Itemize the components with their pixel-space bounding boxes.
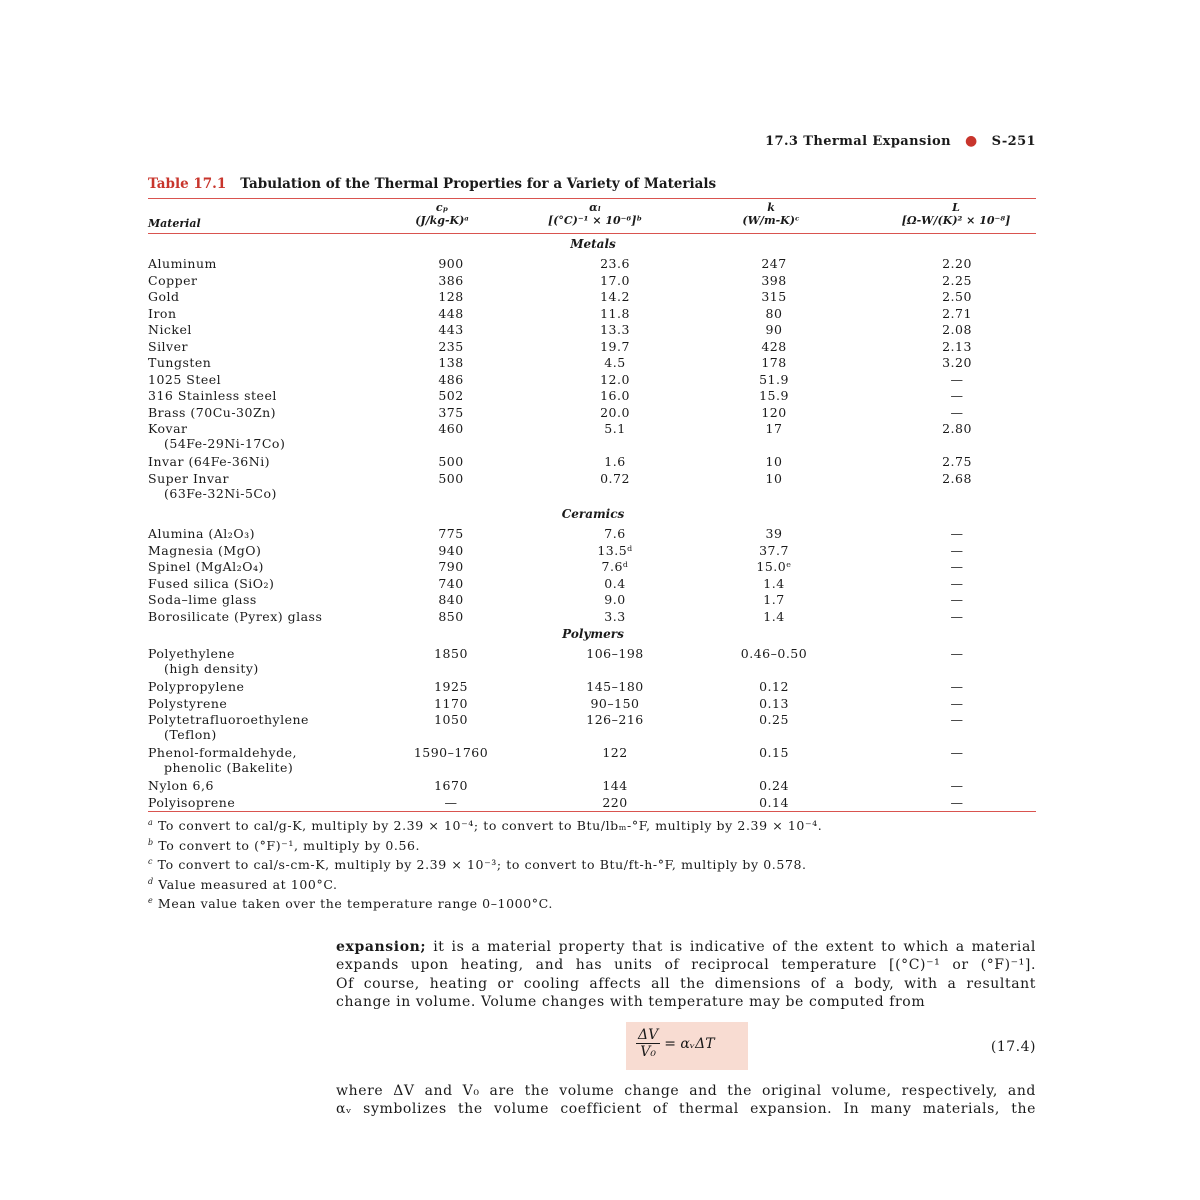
header-alpha [530, 201, 660, 227]
material-name: Copper [148, 272, 198, 288]
cell-k: 1.4 [763, 608, 785, 624]
cell-cp: 900 [438, 256, 464, 271]
cell-cp: 386 [438, 272, 464, 288]
cell-material [148, 322, 192, 337]
material-name-continued: phenolic (Bakelite) [164, 760, 294, 775]
table-row [148, 609, 1036, 625]
footnote-mark: b [148, 837, 154, 847]
cell-L: — [950, 388, 964, 403]
material-name: Kovar [148, 421, 188, 436]
cell-L: — [950, 608, 964, 624]
cell-L: — [950, 646, 964, 661]
cell-cp: 375 [438, 404, 464, 420]
cell-material [148, 306, 177, 321]
cell-material [148, 388, 277, 403]
cell-material [148, 576, 274, 591]
table-caption [148, 176, 716, 192]
cell-alpha: 4.5 [604, 355, 626, 370]
cell-material [148, 526, 255, 541]
header-L [868, 201, 1044, 227]
footnote-text: To convert to cal/g-K, multiply by 2.39 × 10⁻⁴; to convert to Btu/lbₘ-°F, multiply by 2.39 × 10⁻⁴. [153, 818, 823, 834]
material-name: 316 Stainless steel [148, 388, 277, 403]
header-cp-unit: (J/kg-K)ᵃ [415, 214, 469, 227]
table-row [148, 339, 1036, 355]
material-name: Spinel (MgAl₂O₄) [148, 559, 264, 574]
cell-k: 39 [765, 526, 783, 541]
table-row [148, 592, 1036, 608]
cell-k: 1.4 [763, 575, 785, 591]
material-name: Alumina (Al₂O₃) [148, 526, 255, 541]
cell-L: — [950, 371, 964, 387]
cell-material [148, 646, 259, 676]
cell-material [148, 355, 211, 370]
header-k-symbol: k [767, 201, 775, 214]
cell-k: 0.15 [759, 745, 789, 760]
material-name: Nylon 6,6 [148, 778, 214, 793]
cell-alpha: 14.2 [600, 289, 630, 304]
cell-L: 2.08 [942, 322, 972, 337]
header-L-unit: [Ω-W/(K)² × 10⁻⁸] [901, 214, 1011, 227]
header-material: Material [148, 217, 201, 230]
cell-cp: — [444, 794, 458, 810]
cell-L: — [950, 794, 964, 810]
cell-L: — [950, 695, 964, 711]
paragraph-1-line-4: change in volume. Volume changes with temperature may be computed from [336, 993, 926, 1010]
cell-alpha: 19.7 [600, 338, 630, 354]
table-top-rule [148, 198, 1036, 199]
page-number: S-251 [991, 134, 1036, 149]
cell-k: 37.7 [759, 542, 789, 558]
cell-material [148, 679, 244, 694]
cell-k: 0.13 [759, 695, 789, 711]
cell-alpha: 3.3 [604, 608, 626, 624]
running-head [765, 133, 1036, 149]
cell-cp: 138 [438, 355, 464, 370]
table-title: Tabulation of the Thermal Properties for a Variety of Materials [240, 176, 717, 192]
header-alpha-unit: [(°C)⁻¹ × 10⁻⁶]ᵇ [548, 214, 642, 227]
material-name: Phenol-formaldehyde, [148, 745, 297, 760]
cell-k: 51.9 [759, 371, 789, 387]
cell-L: 2.75 [942, 454, 972, 469]
cell-material [148, 559, 264, 574]
cell-k: 0.24 [759, 778, 789, 793]
cell-alpha: 122 [602, 745, 628, 760]
cell-L: 2.71 [942, 305, 972, 321]
table-row [148, 355, 1036, 371]
cell-cp: 1925 [434, 679, 468, 694]
cell-cp: 500 [438, 470, 464, 486]
cell-k: 10 [765, 454, 783, 469]
equation-rhs: = αᵥΔT [664, 1035, 715, 1052]
footnote [148, 838, 1036, 858]
cell-cp: 486 [438, 371, 464, 387]
paragraph-2-line-1: where ΔV and V₀ are the volume change and the original volume, respectively, and [336, 1083, 1036, 1099]
material-name: Soda–lime glass [148, 592, 257, 607]
cell-cp: 790 [438, 559, 464, 574]
footnote [148, 857, 1036, 877]
paragraph-1-line-2: expands upon heating, and has units of reciprocal temperature [(°C)⁻¹ or (°F)⁻¹]. [336, 957, 1036, 974]
footnote-mark: c [148, 857, 154, 866]
cell-alpha: 145–180 [586, 679, 644, 694]
paragraph-2 [336, 1082, 1036, 1119]
cell-k: 0.14 [759, 794, 789, 810]
cell-material [148, 745, 297, 775]
cell-L: — [950, 575, 964, 591]
cell-cp: 500 [438, 454, 464, 469]
header-cp [392, 201, 492, 227]
cell-cp: 940 [438, 542, 464, 558]
material-name: Brass (70Cu-30Zn) [148, 404, 277, 420]
cell-cp: 448 [438, 305, 464, 321]
cell-material [148, 712, 309, 742]
cell-k: 15.0ᵉ [756, 559, 792, 574]
footnote-mark: a [148, 818, 154, 827]
cell-alpha: 13.5ᵈ [597, 542, 633, 558]
cell-material [148, 778, 214, 793]
cell-alpha: 23.6 [600, 256, 630, 271]
cell-alpha: 5.1 [604, 421, 626, 436]
cell-alpha: 7.6ᵈ [601, 559, 629, 574]
cell-material [148, 405, 276, 420]
cell-k: 178 [761, 355, 787, 370]
material-name: Invar (64Fe-36Ni) [148, 454, 271, 469]
header-alpha-symbol: αₗ [589, 201, 601, 214]
paragraph-2-line-2: αᵥ symbolizes the volume coefficient of thermal expansion. In many materials, the [336, 1101, 1036, 1118]
material-name: Super Invar [148, 470, 229, 486]
material-name: Polytetrafluoroethylene [148, 712, 309, 727]
footnote-mark: d [148, 876, 154, 886]
cell-cp: 1850 [434, 646, 468, 661]
cell-L: — [950, 542, 964, 558]
cell-alpha: 16.0 [600, 388, 630, 403]
cell-cp: 502 [438, 388, 464, 403]
material-name-continued: (Teflon) [164, 727, 217, 742]
cell-L: — [950, 712, 964, 727]
table-row [148, 256, 1036, 272]
cell-k: 80 [765, 305, 783, 321]
table-row [148, 289, 1036, 305]
footnote-text: To convert to (°F)⁻¹, multiply by 0.56. [153, 837, 421, 853]
cell-alpha: 126–216 [586, 712, 644, 727]
cell-k: 398 [761, 272, 787, 288]
cell-L: — [950, 404, 964, 420]
cell-alpha: 17.0 [600, 272, 630, 288]
cell-L: — [950, 526, 964, 541]
table-row [148, 679, 1036, 695]
footnote [148, 877, 1036, 897]
bullet-dot-icon: ● [964, 133, 978, 149]
footnote-mark: e [148, 896, 154, 905]
material-name: Borosilicate (Pyrex) glass [148, 608, 323, 624]
cell-cp: 840 [438, 592, 464, 607]
footnote-text: Value measured at 100°C. [153, 876, 338, 892]
material-name: Gold [148, 289, 180, 304]
cell-cp: 1050 [434, 712, 468, 727]
cell-alpha: 20.0 [600, 404, 630, 420]
cell-material [148, 339, 188, 354]
cell-material [148, 421, 285, 451]
cell-k: 17 [765, 421, 783, 436]
cell-alpha: 13.3 [600, 322, 630, 337]
cell-alpha: 0.72 [600, 470, 630, 486]
cell-k: 428 [761, 338, 787, 354]
line-text: it is a material property that is indicative of the extent to which a material [433, 939, 1036, 955]
material-name: Iron [148, 305, 177, 321]
material-name: Silver [148, 338, 188, 354]
equation-denominator: V₀ [640, 1044, 656, 1060]
table-row [148, 646, 1036, 676]
table-row [148, 372, 1036, 388]
cell-alpha: 144 [602, 778, 628, 793]
table-row [148, 306, 1036, 322]
cell-cp: 235 [438, 338, 464, 354]
cell-cp: 1670 [434, 778, 468, 793]
cell-cp: 128 [438, 289, 464, 304]
cell-cp: 775 [438, 526, 464, 541]
material-name-continued: (54Fe-29Ni-17Co) [164, 436, 286, 451]
cell-L: 3.20 [942, 355, 972, 370]
cell-L: — [950, 745, 964, 760]
table-number: Table 17.1 [148, 176, 227, 192]
header-k [716, 201, 826, 227]
cell-L: 2.20 [942, 256, 972, 271]
cell-alpha: 12.0 [600, 371, 630, 387]
cell-alpha: 106–198 [586, 646, 644, 661]
table-row [148, 576, 1036, 592]
cell-k: 15.9 [759, 388, 789, 403]
equation-number: (17.4) [990, 1039, 1036, 1055]
cell-k: 0.46–0.50 [740, 646, 808, 661]
cell-cp: 740 [438, 575, 464, 591]
cell-alpha: 220 [602, 794, 628, 810]
footnote [148, 896, 1036, 916]
material-name: Polystyrene [148, 695, 228, 711]
table-bottom-rule [148, 811, 1036, 812]
cell-material [148, 609, 322, 624]
cell-cp: 443 [438, 322, 464, 337]
table-row [148, 559, 1036, 575]
cell-alpha: 7.6 [604, 526, 626, 541]
cell-L: — [950, 592, 964, 607]
cell-L: 2.50 [942, 289, 972, 304]
table-row [148, 388, 1036, 404]
paragraph-1-line-3: Of course, heating or cooling affects all the dimensions of a body, with a resultant [336, 975, 1036, 992]
paragraph-1-line-1 [336, 938, 1036, 956]
cell-alpha: 9.0 [604, 592, 626, 607]
material-name: Polyisoprene [148, 794, 236, 810]
cell-alpha: 11.8 [600, 305, 630, 321]
cell-material [148, 372, 221, 387]
table-row [148, 322, 1036, 338]
cell-L: — [950, 679, 964, 694]
cell-L: — [950, 559, 964, 574]
equation-17-4 [636, 1027, 715, 1060]
table-row [148, 273, 1036, 289]
table-row [148, 470, 1036, 501]
material-name-continued: (high density) [164, 661, 259, 676]
cell-k: 1.7 [763, 592, 785, 607]
table-row [148, 454, 1036, 470]
cell-alpha: 0.4 [604, 575, 626, 591]
cell-cp: 460 [438, 421, 464, 436]
table-footnotes [148, 818, 1036, 916]
header-k-unit: (W/m-K)ᶜ [742, 214, 800, 227]
cell-cp: 850 [438, 608, 464, 624]
cell-k: 90 [765, 322, 783, 337]
cell-alpha: 1.6 [604, 454, 626, 469]
footnote-text: To convert to cal/s-cm-K, multiply by 2.39 × 10⁻³; to convert to Btu/ft-h-°F, multiply by 0.578. [153, 857, 807, 873]
cell-L: 2.68 [942, 470, 972, 486]
material-name: Magnesia (MgO) [148, 542, 262, 558]
table-row [148, 696, 1036, 712]
cell-k: 0.25 [759, 712, 789, 727]
cell-material [148, 471, 277, 501]
cell-L: — [950, 778, 964, 793]
cell-material [148, 543, 261, 558]
table-row [148, 526, 1036, 542]
cell-material [148, 256, 217, 271]
equation-fraction [636, 1027, 660, 1060]
cell-material [148, 289, 180, 304]
table-row [148, 543, 1036, 559]
header-bottom-rule [148, 233, 1036, 234]
material-name: Aluminum [148, 256, 217, 271]
footnote-text: Mean value taken over the temperature range 0–1000°C. [153, 896, 553, 912]
equation-numerator: ΔV [638, 1027, 659, 1043]
cell-L: 2.13 [942, 338, 972, 354]
cell-L: 2.25 [942, 272, 972, 288]
material-name: Polyethylene [148, 646, 235, 661]
material-name: Nickel [148, 322, 192, 337]
table-row [148, 712, 1036, 742]
cell-k: 10 [765, 470, 783, 486]
section-metals: Metals [570, 237, 616, 251]
material-name: 1025 Steel [148, 371, 222, 387]
cell-material [148, 795, 235, 810]
bold-term: expansion; [336, 939, 427, 955]
cell-k: 247 [761, 256, 787, 271]
cell-k: 0.12 [759, 679, 789, 694]
section-title: 17.3 Thermal Expansion [765, 134, 951, 149]
cell-material [148, 273, 197, 288]
footnote [148, 818, 1036, 838]
table-row [148, 405, 1036, 421]
material-name: Tungsten [148, 355, 212, 370]
cell-L: 2.80 [942, 421, 972, 436]
table-row [148, 778, 1036, 794]
header-cp-symbol: cₚ [435, 201, 449, 214]
cell-cp: 1590–1760 [413, 745, 489, 760]
material-name: Polypropylene [148, 679, 245, 694]
cell-k: 120 [761, 404, 787, 420]
material-name-continued: (63Fe-32Ni-5Co) [164, 485, 277, 501]
section-polymers: Polymers [562, 627, 624, 641]
header-L-symbol: L [952, 201, 960, 214]
table-row [148, 421, 1036, 451]
paragraph-1 [336, 938, 1036, 1011]
cell-material [148, 696, 227, 711]
material-name: Fused silica (SiO₂) [148, 575, 275, 591]
cell-material [148, 454, 270, 469]
table-row [148, 745, 1036, 775]
cell-k: 315 [761, 289, 787, 304]
section-ceramics: Ceramics [561, 507, 625, 521]
cell-material [148, 592, 257, 607]
cell-cp: 1170 [434, 695, 468, 711]
table-row [148, 795, 1036, 811]
cell-alpha: 90–150 [590, 695, 640, 711]
